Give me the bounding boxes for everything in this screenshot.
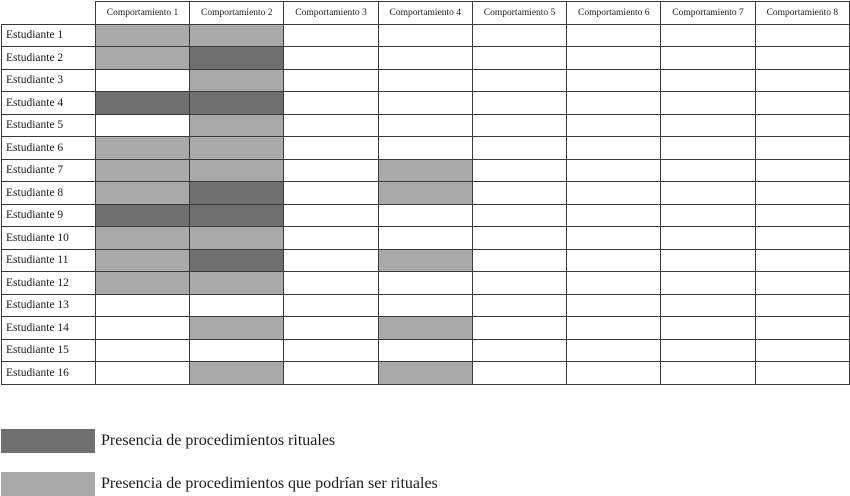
legend-swatch-light bbox=[1, 472, 95, 496]
cell-r9-c1 bbox=[95, 204, 189, 227]
grid-body bbox=[2, 24, 850, 384]
column-header-3: Comportamiento 3 bbox=[284, 2, 378, 25]
cell-r8-c5 bbox=[472, 182, 566, 205]
cell-r9-c5 bbox=[472, 204, 566, 227]
row-label: Estudiante 6 bbox=[2, 137, 96, 160]
column-header-4: Comportamiento 4 bbox=[378, 2, 472, 25]
cell-r5-c6 bbox=[567, 114, 661, 137]
cell-r15-c4 bbox=[378, 339, 472, 362]
row-label: Estudiante 2 bbox=[2, 47, 96, 70]
cell-r15-c5 bbox=[472, 339, 566, 362]
cell-r2-c3 bbox=[284, 47, 378, 70]
cell-r1-c6 bbox=[567, 24, 661, 47]
cell-r13-c1 bbox=[95, 294, 189, 317]
cell-r11-c7 bbox=[661, 249, 755, 272]
cell-r7-c4 bbox=[378, 159, 472, 182]
cell-r9-c4 bbox=[378, 204, 472, 227]
cell-r4-c7 bbox=[661, 92, 755, 115]
cell-r10-c3 bbox=[284, 227, 378, 250]
cell-r3-c1 bbox=[95, 69, 189, 92]
cell-r3-c8 bbox=[755, 69, 849, 92]
cell-r6-c7 bbox=[661, 137, 755, 160]
cell-r4-c1 bbox=[95, 92, 189, 115]
cell-r16-c8 bbox=[755, 362, 849, 385]
cell-r7-c7 bbox=[661, 159, 755, 182]
cell-r6-c4 bbox=[378, 137, 472, 160]
row-label: Estudiante 9 bbox=[2, 204, 96, 227]
cell-r5-c2 bbox=[190, 114, 284, 137]
table-row bbox=[2, 249, 850, 272]
cell-r14-c6 bbox=[567, 317, 661, 340]
table-row bbox=[2, 204, 850, 227]
column-header-8: Comportamiento 8 bbox=[755, 2, 849, 25]
cell-r14-c2 bbox=[190, 317, 284, 340]
cell-r15-c7 bbox=[661, 339, 755, 362]
cell-r4-c2 bbox=[190, 92, 284, 115]
cell-r14-c8 bbox=[755, 317, 849, 340]
row-label: Estudiante 16 bbox=[2, 362, 96, 385]
row-label: Estudiante 11 bbox=[2, 249, 96, 272]
cell-r11-c2 bbox=[190, 249, 284, 272]
cell-r13-c3 bbox=[284, 294, 378, 317]
table-row bbox=[2, 92, 850, 115]
cell-r4-c5 bbox=[472, 92, 566, 115]
cell-r7-c1 bbox=[95, 159, 189, 182]
cell-r10-c2 bbox=[190, 227, 284, 250]
cell-r5-c4 bbox=[378, 114, 472, 137]
table-row bbox=[2, 24, 850, 47]
table-row bbox=[2, 294, 850, 317]
table-row bbox=[2, 272, 850, 295]
cell-r12-c1 bbox=[95, 272, 189, 295]
cell-r4-c4 bbox=[378, 92, 472, 115]
cell-r12-c2 bbox=[190, 272, 284, 295]
cell-r6-c6 bbox=[567, 137, 661, 160]
cell-r3-c7 bbox=[661, 69, 755, 92]
cell-r14-c5 bbox=[472, 317, 566, 340]
cell-r5-c5 bbox=[472, 114, 566, 137]
cell-r1-c7 bbox=[661, 24, 755, 47]
table-row bbox=[2, 227, 850, 250]
row-label: Estudiante 1 bbox=[2, 24, 96, 47]
cell-r12-c6 bbox=[567, 272, 661, 295]
row-label: Estudiante 15 bbox=[2, 339, 96, 362]
table-row bbox=[2, 137, 850, 160]
cell-r10-c7 bbox=[661, 227, 755, 250]
cell-r8-c4 bbox=[378, 182, 472, 205]
cell-r3-c5 bbox=[472, 69, 566, 92]
cell-r9-c8 bbox=[755, 204, 849, 227]
cell-r12-c4 bbox=[378, 272, 472, 295]
cell-r11-c8 bbox=[755, 249, 849, 272]
cell-r3-c4 bbox=[378, 69, 472, 92]
cell-r5-c1 bbox=[95, 114, 189, 137]
cell-r4-c6 bbox=[567, 92, 661, 115]
corner-cell bbox=[2, 2, 96, 25]
legend-item-podrian-ser-rituales bbox=[1, 472, 438, 496]
column-header-2: Comportamiento 2 bbox=[190, 2, 284, 25]
cell-r15-c6 bbox=[567, 339, 661, 362]
cell-r10-c6 bbox=[567, 227, 661, 250]
cell-r14-c1 bbox=[95, 317, 189, 340]
cell-r8-c3 bbox=[284, 182, 378, 205]
row-label: Estudiante 3 bbox=[2, 69, 96, 92]
cell-r16-c4 bbox=[378, 362, 472, 385]
cell-r8-c1 bbox=[95, 182, 189, 205]
row-label: Estudiante 10 bbox=[2, 227, 96, 250]
cell-r6-c2 bbox=[190, 137, 284, 160]
table-row bbox=[2, 69, 850, 92]
legend-swatch-dark bbox=[1, 429, 95, 453]
column-header-5: Comportamiento 5 bbox=[472, 2, 566, 25]
cell-r4-c3 bbox=[284, 92, 378, 115]
legend-label-podrian-ser-rituales: Presencia de procedimientos que podrían ser rituales bbox=[101, 475, 438, 492]
cell-r3-c3 bbox=[284, 69, 378, 92]
column-header-1: Comportamiento 1 bbox=[95, 2, 189, 25]
cell-r2-c6 bbox=[567, 47, 661, 70]
cell-r7-c3 bbox=[284, 159, 378, 182]
cell-r2-c8 bbox=[755, 47, 849, 70]
cell-r8-c8 bbox=[755, 182, 849, 205]
legend-label-rituales: Presencia de procedimientos rituales bbox=[101, 432, 336, 449]
cell-r13-c8 bbox=[755, 294, 849, 317]
cell-r9-c7 bbox=[661, 204, 755, 227]
cell-r2-c4 bbox=[378, 47, 472, 70]
cell-r10-c8 bbox=[755, 227, 849, 250]
cell-r13-c6 bbox=[567, 294, 661, 317]
cell-r9-c3 bbox=[284, 204, 378, 227]
cell-r11-c3 bbox=[284, 249, 378, 272]
cell-r12-c3 bbox=[284, 272, 378, 295]
cell-r5-c8 bbox=[755, 114, 849, 137]
cell-r16-c6 bbox=[567, 362, 661, 385]
cell-r10-c5 bbox=[472, 227, 566, 250]
cell-r16-c1 bbox=[95, 362, 189, 385]
cell-r2-c7 bbox=[661, 47, 755, 70]
row-label: Estudiante 4 bbox=[2, 92, 96, 115]
row-label: Estudiante 5 bbox=[2, 114, 96, 137]
legend-item-rituales bbox=[1, 429, 335, 453]
cell-r15-c8 bbox=[755, 339, 849, 362]
cell-r12-c8 bbox=[755, 272, 849, 295]
cell-r6-c5 bbox=[472, 137, 566, 160]
cell-r12-c7 bbox=[661, 272, 755, 295]
row-label: Estudiante 12 bbox=[2, 272, 96, 295]
header-row bbox=[2, 2, 850, 25]
cell-r3-c6 bbox=[567, 69, 661, 92]
cell-r13-c4 bbox=[378, 294, 472, 317]
cell-r6-c8 bbox=[755, 137, 849, 160]
cell-r5-c3 bbox=[284, 114, 378, 137]
table-row bbox=[2, 159, 850, 182]
row-label: Estudiante 7 bbox=[2, 159, 96, 182]
cell-r15-c2 bbox=[190, 339, 284, 362]
cell-r12-c5 bbox=[472, 272, 566, 295]
column-header-6: Comportamiento 6 bbox=[567, 2, 661, 25]
table-row bbox=[2, 317, 850, 340]
cell-r1-c1 bbox=[95, 24, 189, 47]
row-label: Estudiante 8 bbox=[2, 182, 96, 205]
cell-r7-c2 bbox=[190, 159, 284, 182]
cell-r16-c2 bbox=[190, 362, 284, 385]
cell-r7-c6 bbox=[567, 159, 661, 182]
cell-r15-c1 bbox=[95, 339, 189, 362]
cell-r11-c6 bbox=[567, 249, 661, 272]
cell-r2-c2 bbox=[190, 47, 284, 70]
cell-r16-c5 bbox=[472, 362, 566, 385]
cell-r10-c1 bbox=[95, 227, 189, 250]
cell-r7-c8 bbox=[755, 159, 849, 182]
row-label: Estudiante 13 bbox=[2, 294, 96, 317]
table-row bbox=[2, 339, 850, 362]
cell-r13-c2 bbox=[190, 294, 284, 317]
cell-r10-c4 bbox=[378, 227, 472, 250]
cell-r14-c7 bbox=[661, 317, 755, 340]
cell-r9-c2 bbox=[190, 204, 284, 227]
table-row bbox=[2, 362, 850, 385]
cell-r11-c1 bbox=[95, 249, 189, 272]
cell-r6-c3 bbox=[284, 137, 378, 160]
cell-r16-c3 bbox=[284, 362, 378, 385]
table-row bbox=[2, 182, 850, 205]
cell-r9-c6 bbox=[567, 204, 661, 227]
cell-r15-c3 bbox=[284, 339, 378, 362]
cell-r13-c5 bbox=[472, 294, 566, 317]
cell-r8-c6 bbox=[567, 182, 661, 205]
cell-r7-c5 bbox=[472, 159, 566, 182]
cell-r1-c3 bbox=[284, 24, 378, 47]
cell-r3-c2 bbox=[190, 69, 284, 92]
cell-r13-c7 bbox=[661, 294, 755, 317]
row-label: Estudiante 14 bbox=[2, 317, 96, 340]
cell-r1-c5 bbox=[472, 24, 566, 47]
table-row bbox=[2, 47, 850, 70]
cell-r5-c7 bbox=[661, 114, 755, 137]
cell-r8-c7 bbox=[661, 182, 755, 205]
cell-r16-c7 bbox=[661, 362, 755, 385]
cell-r1-c2 bbox=[190, 24, 284, 47]
cell-r6-c1 bbox=[95, 137, 189, 160]
cell-r11-c5 bbox=[472, 249, 566, 272]
behavior-table bbox=[1, 1, 850, 385]
table-row bbox=[2, 114, 850, 137]
cell-r1-c4 bbox=[378, 24, 472, 47]
column-header-7: Comportamiento 7 bbox=[661, 2, 755, 25]
cell-r11-c4 bbox=[378, 249, 472, 272]
behavior-matrix bbox=[1, 1, 850, 385]
cell-r1-c8 bbox=[755, 24, 849, 47]
cell-r2-c1 bbox=[95, 47, 189, 70]
cell-r4-c8 bbox=[755, 92, 849, 115]
cell-r2-c5 bbox=[472, 47, 566, 70]
cell-r14-c4 bbox=[378, 317, 472, 340]
cell-r8-c2 bbox=[190, 182, 284, 205]
cell-r14-c3 bbox=[284, 317, 378, 340]
